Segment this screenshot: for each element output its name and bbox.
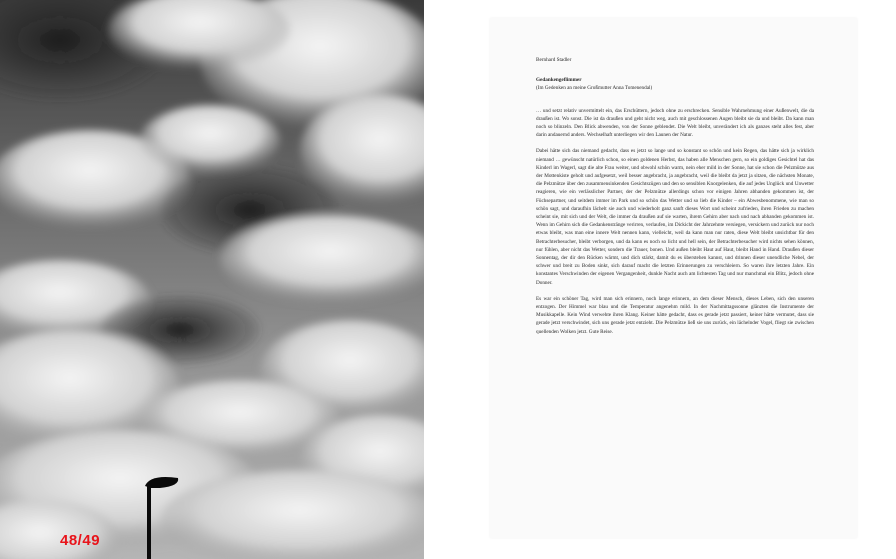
author-name: Bernhard Stadler: [536, 57, 572, 63]
left-page-photo: [0, 0, 424, 559]
paragraph-3: Es war ein schöner Tag, wird man sich erinnern, noch lange erinnern, an dem dieser Mensch, dieses Leben, sich den unseren entzogen. Der Himmel war blau und die Temperatur angenehm mild. In der Nachmittagssonne glänzten die Instrumente der Musikkapelle. Kein Wind verwehte ihren Klang. Keiner hätte gedacht, dass es gerade jetzt passiert, keiner hätte vermutet, dass sie gerade jetzt verschwindet, sich uns gerade jetzt entzieht. Die Pelzmütze ließ sie uns zurück, ein lächelnder Vogel, fliegt sie zwischen quellenden Wolken jetzt. Gute Reise.: [536, 295, 814, 335]
paragraph-2: Dabei hätte sich das niemand gedacht, dass es jetzt so lange und so konstant so schön und kein Regen, das hätte sich ja wirklich niemand … gewünscht natürlich schon, so einen goldenen Herbst, das haben alle Menschen gern, so ein goldiges Gesichtel hat das Kinderl im Wagerl, sagt die alte Frau weiter, und obwohl schön warm, nein eher mild in der Sonne, hat sie schon die Pelzmütze aus der Mottenkiste geholt und aufgesetzt, weil besser angebracht, ja angebracht, weil die bleibt da jetzt ja sitzen, die nächsten Monate, die Pelzmütze über den zusammensinkenden Gesichtszügen und den so sensiblen Knorgelenken, die auf jedes Unglück und Unwetter reagieren, wie ein verlässlicher Partner, der der Pelzmütze allerdings schon vor einigen Jahren abhanden gekommen ist, der Füchsepartner, und seitdem immer im Park und so schön das Wetter und so lieb die Kinder – ein Abwesbenommene, wie man so schön sagt, und daraufhin lächelt sie auch und wiederholt ganz sanft dieses Wort und scheint zufrieden, ihren Frieden zu machen scheint sie, mit sich und der Welt, die immer da draußen auf sie warten, ihrem Gehirn aber nach und nach abhanden gekommen ist. Wenn im Gehirn sich die Gedankenstränge verirren, verlaufen, im Dickicht der Jahrzehnte versiegen, versickern und zurück nur noch etwas bleibt, was man eine innere Welt nennen kann, vielleicht, weil da kann man nur raten, diese Welt bleibt unsichtbar für den Betrachterbesucher, bleibt verborgen, und da kann es noch so licht und hell sein, der Betrachterbesucher wird nichts sehen können, nur fühlen, aber nicht das Wetter, sondern die Trauer, bonen. Und außen bleibt Haut auf Haut, bleibt Hand in Hand. Draußen dieser Sonnentag, der dir den Rücken wärmt, und dich stärkt, damit du es überstehen kannst, und drinnen dieser unendliche Nebel, der schwer und breit zu Boden sinkt, sich darauf macht die letzten Erinnerungen zu verschleiern. So waren ihre letzten Jahre. Ein konstantes Verschwinden der eigenen Vergangenheit, dunkle Nacht auch am lichtesten Tag und nur manchmal ein Blitz, jedoch ohne Donner.: [536, 148, 814, 286]
right-page: [490, 18, 857, 538]
poem-title: Gedankengeflimmer: [536, 77, 582, 84]
text-block: [536, 56, 814, 344]
paragraph-1: … und setzt relativ unvermittelt ein, das Erschüttern, jedoch ohne zu erschrecken. Sensible Wahrnehmung einer Außenwelt, die da draußen ist. Wo sonst. Die ist da draußen und geht nicht weg, auch mit geschlossenen Augen bleibt sie da und bleibt. Da kann man noch so blinzeln. Den Blick abwenden, von der Sonne geblendet. Die Welt bleibt, unverändert ich als ganzes steht alles fest, aber darin andauernd anders. Wechselhaft unterliegen wir den Launen der Natur.: [536, 107, 814, 139]
poem-subtitle: (Im Gedenken an meine Großmutter Anna Tomenendal): [536, 85, 653, 92]
cloudy-sky-with-street-lamp-photo: [0, 0, 424, 559]
street-lamp-pole: [147, 484, 151, 559]
page-number: 48/49: [60, 532, 101, 549]
